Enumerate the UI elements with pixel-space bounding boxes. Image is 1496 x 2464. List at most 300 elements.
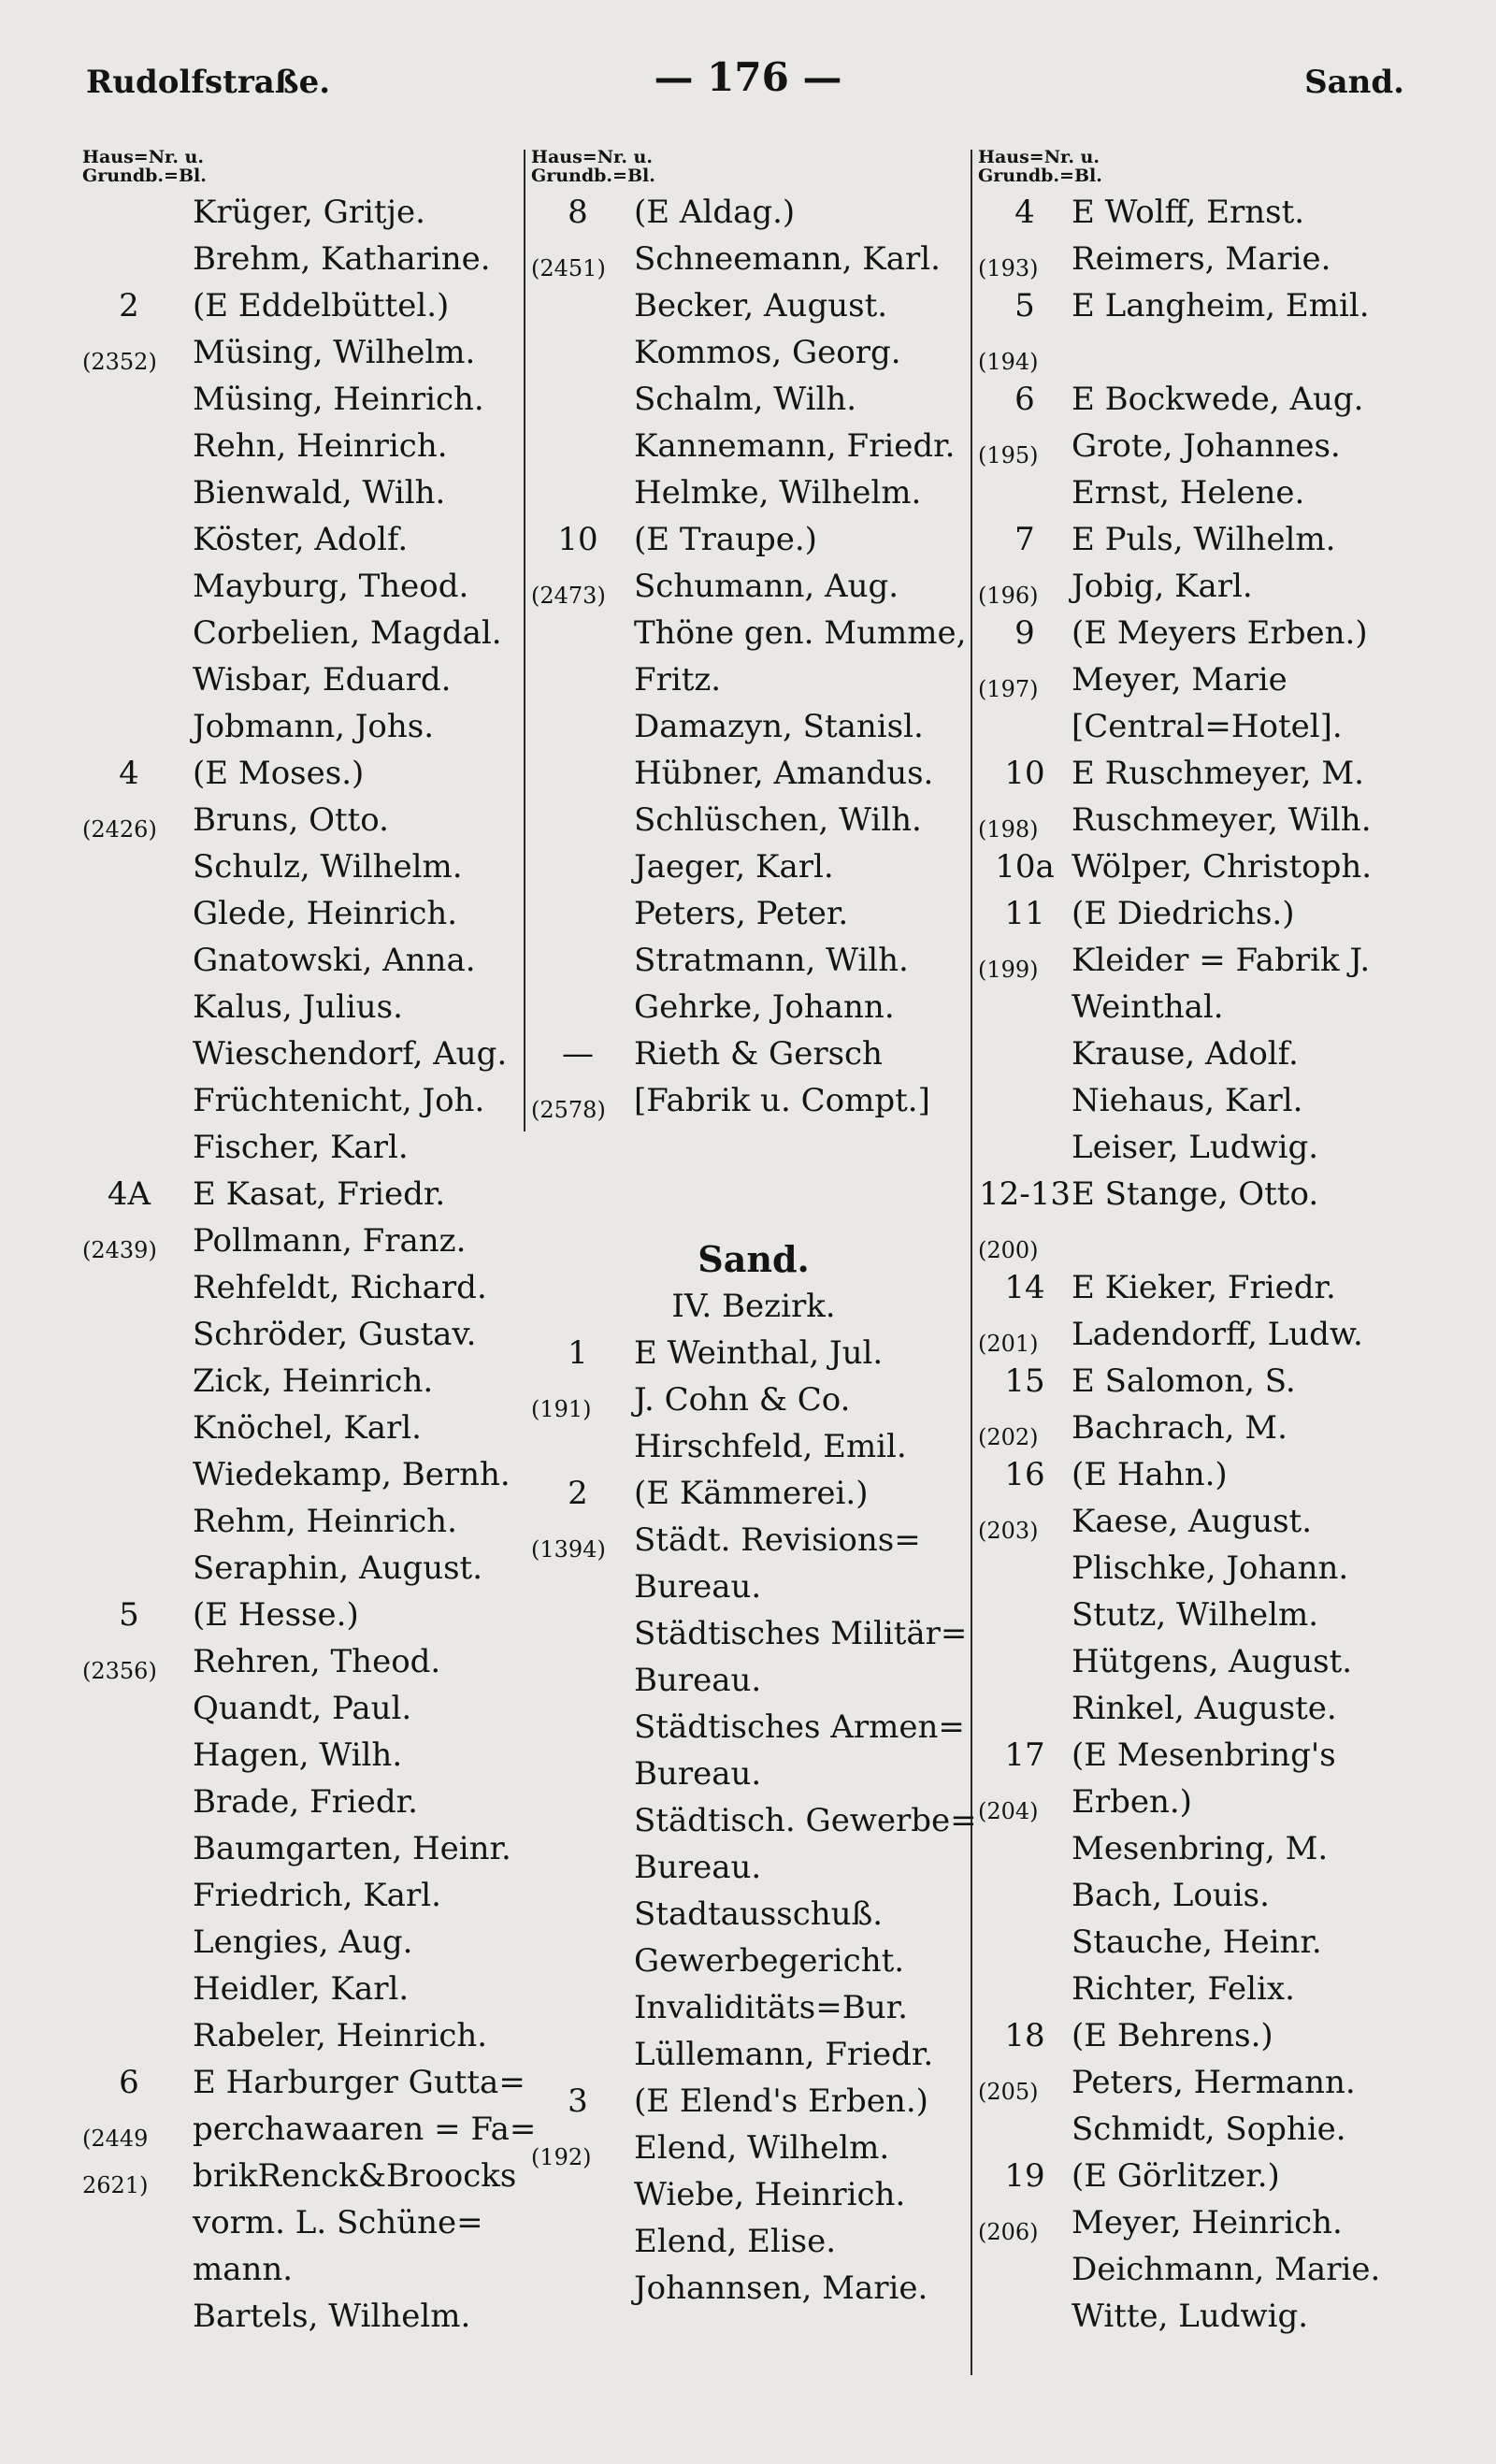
entry-text: Corbelien, Magdal. [193,614,502,652]
directory-entry [978,1825,1417,1872]
entry-text: Erben.) [1072,1783,1192,1821]
house-number: 2 [119,287,139,324]
entry-text: Bureau. [634,1568,762,1606]
entry-text: E Bockwede, Aug. [1072,381,1364,418]
house-number: 4 [1014,194,1035,231]
directory-entry [82,1311,529,1358]
entry-text: Schulz, Wilhelm. [193,848,463,886]
directory-entry [978,2293,1417,2340]
entry-text: Meyer, Marie [1072,661,1287,699]
entry-text: Pollmann, Franz. [193,1222,467,1260]
entry-text: Ruschmeyer, Wilh. [1072,801,1372,839]
directory-entry [978,1638,1417,1685]
directory-entry [978,329,1417,376]
entry-text: Heidler, Karl. [193,1970,410,2008]
entry-text: (E Aldag.) [634,194,796,231]
directory-entry [82,1872,529,1919]
entry-text: Kleider = Fabrik J. [1072,942,1371,979]
directory-entry [82,1545,529,1592]
entry-text: E Salomon, S. [1072,1362,1296,1400]
directory-entry [82,1451,529,1498]
directory-entry [978,516,1417,563]
entry-text: Damazyn, Stanisl. [634,708,924,745]
house-number: 4 [119,755,139,792]
entry-text: Rieth & Gersch [634,1035,883,1073]
directory-entry [531,2171,976,2218]
entry-text: Kaese, August. [1072,1503,1313,1540]
directory-entry [978,1077,1417,1124]
directory-entry [531,890,976,937]
entry-text: Johannsen, Marie. [634,2269,928,2307]
directory-entry [82,656,529,703]
directory-entry [82,843,529,890]
entry-text: Krause, Adolf. [1072,1035,1299,1073]
column-head: Haus=Nr. u. Grundb.=Bl. [978,147,1102,186]
house-number: 10 [1004,755,1045,792]
directory-entry [978,1311,1417,1358]
entry-text: Städtisch. Gewerbe= [634,1802,977,1839]
directory-entry [978,282,1417,329]
directory-entry [978,1685,1417,1732]
directory-entry [531,843,976,890]
directory-entry [978,469,1417,516]
directory-entry [978,937,1417,984]
directory-entry [82,890,529,937]
entry-text: Elend, Wilhelm. [634,2129,890,2167]
entry-text: Leiser, Ludwig. [1072,1129,1319,1166]
directory-entry [978,610,1417,656]
entry-list [531,189,976,1124]
directory-entry [978,797,1417,843]
entry-text: Bartels, Wilhelm. [193,2298,471,2335]
directory-entry [82,516,529,563]
directory-entry [978,1545,1417,1592]
entry-text: Schalm, Wilh. [634,381,857,418]
directory-entry [82,2059,529,2106]
directory-entry [82,189,529,236]
land-register-number: (197) [978,676,1039,702]
entry-list [82,189,537,2340]
house-number: — [562,1035,594,1073]
directory-entry [82,2153,529,2199]
house-number: 11 [1004,895,1045,932]
land-register-number: (2451) [531,255,606,281]
directory-entry [978,236,1417,282]
entry-text: Becker, August. [634,287,888,324]
column-1 [82,147,537,2340]
directory-entry [531,2031,976,2078]
directory-entry [978,2106,1417,2153]
house-number: 2 [568,1475,588,1512]
land-register-number: 2621) [82,2172,149,2198]
directory-entry [531,797,976,843]
directory-entry [531,236,976,282]
entry-text: (E Mesenbring's [1072,1736,1336,1774]
land-register-number: (2352) [82,349,157,375]
land-register-number: (195) [978,442,1039,468]
entry-text: Plischke, Johann. [1072,1549,1349,1587]
house-number: 9 [1014,614,1035,652]
entry-text: vorm. L. Schüne= [193,2204,483,2241]
land-register-number: (206) [978,2219,1039,2245]
directory-entry [531,656,976,703]
directory-entry [531,1423,976,1470]
entry-text: Brehm, Katharine. [193,240,491,278]
entry-text: Baumgarten, Heinr. [193,1830,511,1867]
directory-entry [531,189,976,236]
directory-entry [978,376,1417,423]
directory-entry [531,984,976,1030]
entry-text: Richter, Felix. [1072,1970,1295,2008]
directory-entry [978,1498,1417,1545]
column-3 [978,148,1417,2340]
directory-entry [531,282,976,329]
directory-entry [978,1732,1417,1779]
directory-entry [82,703,529,750]
entry-text: Zick, Heinrich. [193,1362,434,1400]
entry-text: Jaeger, Karl. [634,848,834,886]
entry-text: Schneemann, Karl. [634,240,941,278]
entry-text: (E Kämmerei.) [634,1475,869,1512]
entry-text: E Wolff, Ernst. [1072,194,1305,231]
directory-entry [82,563,529,610]
entry-text: Glede, Heinrich. [193,895,458,932]
entry-text: Lengies, Aug. [193,1924,413,1961]
directory-entry [82,1264,529,1311]
land-register-number: (1394) [531,1536,606,1563]
entry-text: Peters, Hermann. [1072,2064,1356,2101]
entry-text: Bruns, Otto. [193,801,389,839]
directory-entry [531,563,976,610]
entry-text: Müsing, Wilhelm. [193,334,476,371]
entry-text: Witte, Ludwig. [1072,2298,1309,2335]
directory-entry [978,750,1417,797]
directory-entry [531,2218,976,2265]
directory-entry [82,1919,529,1966]
directory-entry [531,1563,976,1610]
entry-text: Bureau. [634,1662,762,1699]
house-number: 16 [1004,1456,1045,1493]
directory-entry [82,2012,529,2059]
entry-text: Gewerbegericht. [634,1942,905,1980]
entry-text: Gnatowski, Anna. [193,942,476,979]
entry-text: Krüger, Gritje. [193,194,425,231]
directory-entry [531,1330,976,1376]
land-register-number: (205) [978,2079,1039,2105]
directory-entry [531,1030,976,1077]
entry-text: (E Eddelbüttel.) [193,287,450,324]
entry-text: (E Hesse.) [193,1596,359,1634]
directory-entry [978,1358,1417,1405]
column-head: Haus=Nr. u. Grundb.=Bl. [82,147,207,186]
land-register-number: (2473) [531,583,606,609]
entry-text: Helmke, Wilhelm. [634,474,922,512]
directory-entry [531,610,976,656]
directory-entry [531,1470,976,1517]
directory-entry [531,1797,976,1844]
entry-text: (E Behrens.) [1072,2017,1273,2054]
directory-entry [978,2246,1417,2293]
entry-text: Schmidt, Sophie. [1072,2111,1346,2148]
column-head: Haus=Nr. u. Grundb.=Bl. [531,147,655,186]
entry-text: J. Cohn & Co. [634,1381,851,1419]
directory-entry [82,1732,529,1779]
entry-text: Müsing, Heinrich. [193,381,484,418]
entry-text: Friedrich, Karl. [193,1877,441,1914]
entry-text: Städtisches Militär= [634,1615,968,1652]
directory-entry [978,1030,1417,1077]
entry-text: Jobig, Karl. [1072,568,1253,605]
house-number: 8 [568,194,588,231]
entry-text: Rabeler, Heinrich. [193,2017,488,2054]
directory-entry [82,1685,529,1732]
entry-text: Knöchel, Karl. [193,1409,422,1447]
page-number: — 176 — [654,54,842,100]
directory-entry [978,1171,1417,1218]
entry-text: (E Traupe.) [634,521,817,558]
entry-text: E Langheim, Emil. [1072,287,1370,324]
land-register-number: (2426) [82,816,157,843]
entry-text: Wölper, Christoph. [1072,848,1373,886]
directory-entry [82,2106,537,2153]
section-subtitle: IV. Bezirk. [671,1288,836,1325]
house-number: 10 [557,521,598,558]
directory-entry [978,2012,1417,2059]
directory-entry [531,1376,976,1423]
entry-text: Invaliditäts=Bur. [634,1989,908,2026]
directory-entry [978,1405,1417,1451]
directory-entry [82,423,529,469]
directory-entry [82,750,529,797]
directory-entry [82,1592,529,1638]
house-number: 12-13 [978,1175,1071,1213]
entry-text: Wisbar, Eduard. [193,661,452,699]
entry-text: (E Diedrichs.) [1072,895,1295,932]
directory-entry [82,2293,529,2340]
directory-entry [978,1919,1417,1966]
house-number: 17 [1004,1736,1045,1774]
entry-text: Deichmann, Marie. [1072,2251,1381,2288]
directory-entry [82,797,529,843]
directory-entry [978,1966,1417,2012]
entry-text: (E Meyers Erben.) [1072,614,1368,652]
directory-entry [531,329,976,376]
entry-text: Wiebe, Heinrich. [634,2176,906,2213]
directory-entry [531,1938,976,1984]
entry-text: Kommos, Georg. [634,334,901,371]
entry-text: Rehn, Heinrich. [193,427,448,465]
entry-text: mann. [193,2251,294,2288]
directory-entry [978,656,1417,703]
entry-text: Grote, Johannes. [1072,427,1341,465]
land-register-number: (2356) [82,1658,157,1684]
directory-entry [978,2153,1417,2199]
directory-entry [531,2265,976,2312]
directory-entry [82,1825,529,1872]
entry-text: Köster, Adolf. [193,521,409,558]
directory-entry [531,937,976,984]
entry-text: E Stange, Otto. [1072,1175,1319,1213]
entry-text: Jobmann, Johs. [193,708,435,745]
entry-text: Bureau. [634,1849,762,1886]
entry-text: Früchtenicht, Joh. [193,1082,485,1119]
entry-text: E Weinthal, Jul. [634,1334,884,1372]
land-register-number: (204) [978,1798,1039,1824]
land-register-number: (191) [531,1396,592,1422]
running-head-right: Sand. [1304,64,1404,101]
land-register-number: (192) [531,2144,592,2170]
directory-entry [531,2078,976,2125]
entry-text: Wieschendorf, Aug. [193,1035,508,1073]
land-register-number: (193) [978,255,1039,281]
entry-text: Bachrach, M. [1072,1409,1287,1447]
house-number: 6 [1014,381,1035,418]
directory-entry [531,423,976,469]
entry-text: Seraphin, August. [193,1549,483,1587]
entry-text: Quandt, Paul. [193,1690,412,1727]
running-head-left: Rudolfstraße. [86,64,331,101]
directory-entry [531,1077,976,1124]
directory-entry [82,1218,529,1264]
entry-text: Brade, Friedr. [193,1783,418,1821]
house-number: 4A [107,1175,151,1213]
directory-entry [978,189,1417,236]
land-register-number: (202) [978,1424,1039,1450]
directory-entry [82,236,529,282]
entry-list [531,1330,976,2312]
house-number: 7 [1014,521,1035,558]
entry-text: Schumann, Aug. [634,568,899,605]
directory-entry [978,2199,1417,2246]
directory-entry [531,2125,976,2171]
directory-entry [531,1891,976,1938]
house-number: 5 [1014,287,1035,324]
entry-text: Schlüschen, Wilh. [634,801,922,839]
house-number: 18 [1004,2017,1045,2054]
entry-text: E Harburger Gutta= [193,2064,525,2101]
entry-text: E Kieker, Friedr. [1072,1269,1336,1306]
entry-text: (E Moses.) [193,755,365,792]
directory-entry [82,937,529,984]
land-register-number: (196) [978,583,1039,609]
directory-entry [978,843,1417,890]
entry-text: Bienwald, Wilh. [193,474,446,512]
house-number: 15 [1004,1362,1045,1400]
entry-text: Meyer, Heinrich. [1072,2204,1343,2241]
directory-entry [978,1872,1417,1919]
directory-entry [82,1638,529,1685]
land-register-number: (200) [978,1237,1039,1263]
directory-entry [531,469,976,516]
directory-entry [978,423,1417,469]
entry-text: Mesenbring, M. [1072,1830,1329,1867]
entry-text: Weinthal. [1072,988,1224,1026]
entry-text: (E Görlitzer.) [1072,2157,1280,2195]
entry-text: Rehren, Theod. [193,1643,441,1680]
directory-entry [978,2059,1417,2106]
entry-text: Stauche, Heinr. [1072,1924,1322,1961]
entry-text: Hirschfeld, Emil. [634,1428,907,1465]
entry-text: Ladendorff, Ludw. [1072,1316,1363,1353]
directory-entry [531,1517,976,1563]
directory-entry [531,1844,976,1891]
column-2 [531,148,976,2312]
entry-text: Städtisches Armen= [634,1708,965,1746]
entry-text: Fritz. [634,661,722,699]
directory-entry [82,984,529,1030]
directory-entry [82,1030,529,1077]
land-register-number: (2578) [531,1097,606,1123]
directory-entry [82,1124,529,1171]
directory-entry [82,1077,529,1124]
entry-text: Peters, Peter. [634,895,849,932]
entry-text: Kannemann, Friedr. [634,427,956,465]
entry-list [978,189,1417,2340]
entry-text: Fischer, Karl. [193,1129,409,1166]
directory-entry [82,2246,529,2293]
house-number: 14 [1004,1269,1045,1306]
land-register-number: (194) [978,349,1039,375]
entry-text: Rehfeldt, Richard. [193,1269,487,1306]
directory-entry [531,1610,976,1657]
entry-text: Städt. Revisions= [634,1521,921,1559]
land-register-number: (201) [978,1331,1039,1357]
entry-text: Ernst, Helene. [1072,474,1305,512]
directory-entry [82,1171,529,1218]
land-register-number: (2439) [82,1237,157,1263]
entry-text: Bureau. [634,1755,762,1793]
entry-text: Rinkel, Auguste. [1072,1690,1337,1727]
house-number: 1 [568,1334,588,1372]
house-number: 5 [119,1596,139,1634]
house-number: 6 [119,2064,139,2101]
entry-text: Thöne gen. Mumme, [634,614,967,652]
entry-text: Schröder, Gustav. [193,1316,477,1353]
entry-text: E Kasat, Friedr. [193,1175,446,1213]
entry-text: Lüllemann, Friedr. [634,2036,934,2073]
entry-text: Hütgens, August. [1072,1643,1353,1680]
section-title: Sand. [698,1238,810,1280]
directory-entry [531,1657,976,1704]
directory-entry [82,2199,529,2246]
entry-text: Gehrke, Johann. [634,988,895,1026]
entry-text: [Central=Hotel]. [1072,708,1343,745]
entry-text: perchawaaren = Fa= [193,2111,537,2148]
directory-entry [82,1779,529,1825]
directory-entry [978,1218,1417,1264]
land-register-number: (198) [978,816,1039,843]
entry-text: (E Hahn.) [1072,1456,1228,1493]
directory-entry [82,610,529,656]
directory-entry [82,1358,529,1405]
entry-text: Bach, Louis. [1072,1877,1270,1914]
directory-entry [531,1704,976,1751]
directory-entry [531,376,976,423]
directory-entry [82,282,529,329]
entry-text: Niehaus, Karl. [1072,1082,1303,1119]
directory-entry [978,984,1417,1030]
land-register-number: (203) [978,1518,1039,1544]
directory-entry [82,1966,529,2012]
land-register-number: (2449 [82,2125,149,2152]
entry-text: Stratmann, Wilh. [634,942,909,979]
house-number: 3 [568,2082,588,2120]
entry-text: Kalus, Julius. [193,988,403,1026]
directory-entry [978,703,1417,750]
directory-entry [978,1264,1417,1311]
directory-entry [531,1751,976,1797]
directory-entry [978,1779,1417,1825]
